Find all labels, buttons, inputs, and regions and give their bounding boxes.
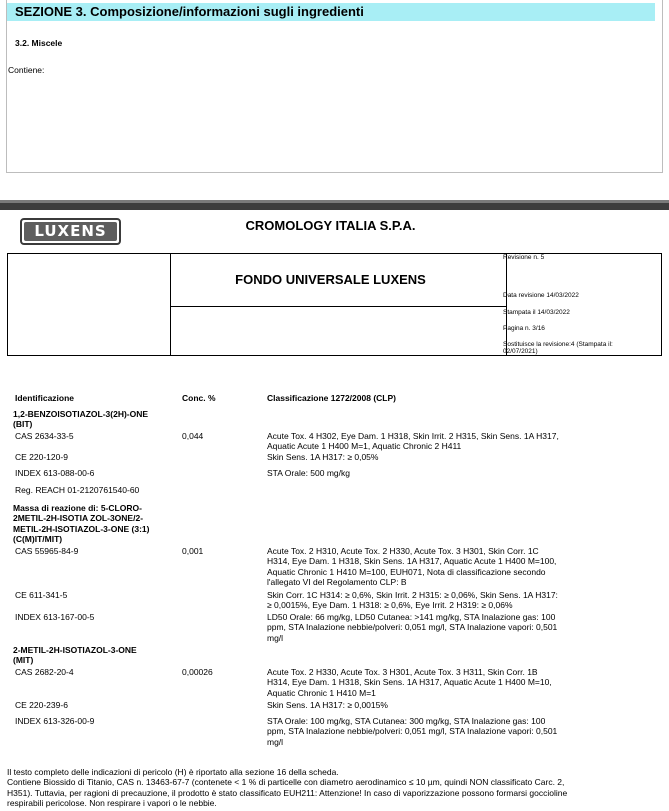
index-number: INDEX 613-326-00-9 [15, 716, 95, 726]
classification-text: Acute Tox. 2 H330, Acute Tox. 3 H301, Acute Tox. 3 H311, Skin Corr. 1B H314, Eye Dam. 1 H318, Skin Sens. 1A H317, Aquatic Acute 1 H400 M=10, Aquatic Chronic 1 H410 M=1 [267, 667, 552, 698]
substance-name: Massa di reazione di: 5-CLORO- 2METIL-2H-ISOTIA ZOL-3ONE/2- METIL-2H-ISOTIAZOL-3-ONE (3:1) (C(M)IT/MIT) [13, 503, 150, 544]
substance-name: 2-METIL-2H-ISOTIAZOL-3-ONE (MIT) [13, 645, 137, 666]
ce-number: CE 220-239-6 [15, 700, 68, 710]
revision-number: Revisione n. 5 [503, 254, 545, 261]
luxens-logo [20, 218, 121, 245]
cas-number: CAS 2682-20-4 [15, 667, 74, 677]
replaces-revision-date: 02/07/2021) [503, 348, 538, 355]
ate-text: STA Orale: 500 mg/kg [267, 468, 350, 478]
concentration-value: 0,044 [182, 431, 204, 441]
section-3-box [6, 0, 663, 173]
composition-footnote: Il testo completo delle indicazioni di pericolo (H) è riportato alla sezione 16 della scheda. Contiene Biossido di Titanio, CAS n. 13463-67-7 (contenete < 1 % di particelle con diametro aerodinamico ≤ 10 µm, quindi NON classificato Carc. 2, H351). Tuttavia, per ragioni di precauzione, il prodotto è stato classificato EUH211: Attenzione! In caso di vaporizzazione possono formarsi goccioline respirabili pericolose. Non respirare i vapori o le nebbie. [7, 767, 568, 809]
product-name: FONDO UNIVERSALE LUXENS [235, 272, 426, 287]
replaces-revision: Sostituisce la revisione:4 (Stampata il: [503, 341, 613, 348]
pdf-page-current [0, 210, 669, 811]
ce-number: CE 220-120-9 [15, 452, 68, 462]
concentration-value: 0,001 [182, 546, 204, 556]
classification-text: Acute Tox. 2 H310, Acute Tox. 2 H330, Acute Tox. 3 H301, Skin Corr. 1C H314, Eye Dam. 1 H318, Skin Sens. 1A H317, Aquatic Acute 1 H400 M=100, Aquatic Chronic 1 H410 M=100, EUH071, Nota di classificazione secondo l'allegato VI del Regolamento CLP: B [267, 546, 557, 587]
ate-text: LD50 Orale: 66 mg/kg, LD50 Cutanea: >141 mg/kg, STA Inalazione gas: 100 ppm, STA Inalazione nebbie/polveri: 0,051 mg/l, STA Inalazione vapori: 0,501 mg/l [267, 612, 558, 643]
index-number: INDEX 613-088-00-6 [15, 468, 95, 478]
ate-text: STA Orale: 100 mg/kg, STA Cutanea: 300 mg/kg, STA Inalazione gas: 100 ppm, STA Inalazione nebbie/polveri: 0,051 mg/l, STA Inalazione vapori: 0,501 mg/l [267, 716, 558, 747]
revision-date: Data revisione 14/03/2022 [503, 292, 579, 299]
page-number: Pagina n. 3/16 [503, 325, 545, 332]
concentration-value: 0,00026 [182, 667, 213, 677]
column-header-identification: Identificazione [15, 393, 75, 403]
pdf-page-previous [0, 0, 669, 200]
specific-limit-text: Skin Sens. 1A H317: ≥ 0,0015% [267, 700, 388, 710]
print-date: Stampata il 14/03/2022 [503, 309, 570, 316]
contains-label: Contiene: [8, 65, 45, 75]
column-header-classification: Classificazione 1272/2008 (CLP) [267, 393, 396, 403]
classification-text: Acute Tox. 4 H302, Eye Dam. 1 H318, Skin Irrit. 2 H315, Skin Sens. 1A H317, Aquatic Acute 1 H400 M=1, Aquatic Chronic 2 H411 [267, 431, 559, 452]
cas-number: CAS 2634-33-5 [15, 431, 74, 441]
specific-limit-text: Skin Sens. 1A H317: ≥ 0,05% [267, 452, 379, 462]
column-header-concentration: Conc. % [182, 393, 216, 403]
viewer-page-gap [0, 200, 669, 210]
specific-limit-text: Skin Corr. 1C H314: ≥ 0,6%, Skin Irrit. 2 H315: ≥ 0,06%, Skin Sens. 1A H317: ≥ 0,0015%, Eye Dam. 1 H318: ≥ 0,6%, Eye Irrit. 2 H319: ≥ 0,06% [267, 590, 558, 611]
index-number: INDEX 613-167-00-5 [15, 612, 95, 622]
ce-number: CE 611-341-5 [15, 590, 68, 600]
company-name: CROMOLOGY ITALIA S.P.A. [245, 218, 416, 233]
subsection-title: 3.2. Miscele [15, 38, 63, 48]
substance-name: 1,2-BENZOISOTIAZOL-3(2H)-ONE (BIT) [13, 409, 149, 430]
section-3-title: SEZIONE 3. Composizione/informazioni sugli ingredienti [7, 3, 655, 21]
cas-number: CAS 55965-84-9 [15, 546, 79, 556]
reach-registration: Reg. REACH 01-2120761540-60 [15, 485, 140, 495]
logo-text: LUXENS [34, 222, 107, 241]
